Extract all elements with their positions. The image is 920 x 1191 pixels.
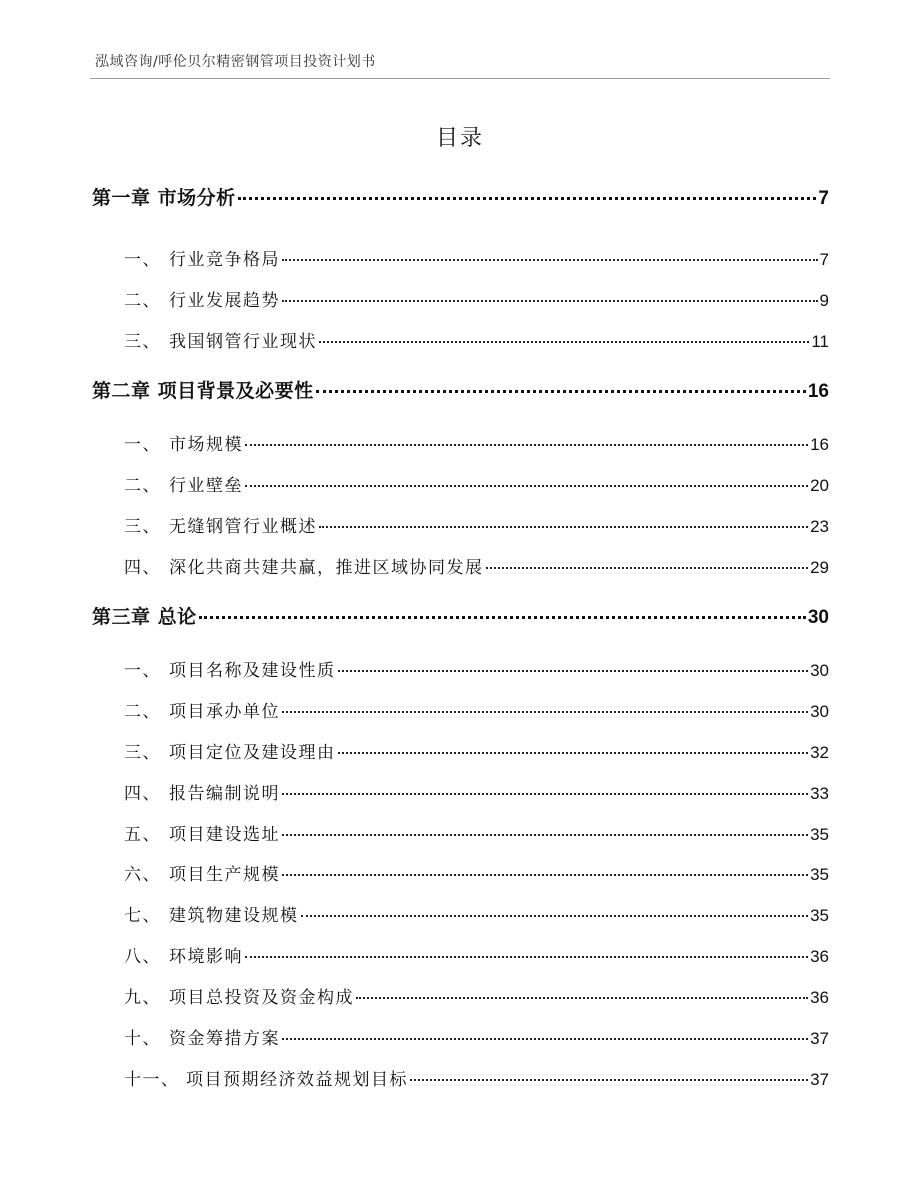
toc-section[interactable] [124,1024,829,1050]
toc-section-number: 九、 [124,988,161,1008]
toc-section-number: 三、 [124,743,161,763]
toc-chapter-label: 第三章 总论 [92,606,197,628]
toc-page-number: 11 [811,332,829,351]
dot-leader [319,526,808,528]
header-rule [90,78,830,79]
dot-leader [356,997,808,999]
toc-page-number: 30 [810,702,829,721]
toc-section-label: 建筑物建设规模 [169,906,299,926]
toc-section[interactable] [124,738,829,764]
toc-section-number: 一、 [124,435,161,455]
dot-leader [338,670,809,672]
toc-section[interactable] [124,901,829,927]
toc-page-number: 7 [818,188,829,209]
dot-leader [301,915,809,917]
toc-page-number: 35 [810,865,829,884]
toc-chapter-label: 第二章 项目背景及必要性 [92,380,314,402]
toc-page-number: 37 [810,1070,829,1089]
toc-section[interactable] [124,697,829,723]
toc-section-label: 项目生产规模 [169,865,280,885]
dot-leader [319,341,809,343]
toc-page-number: 32 [810,743,829,762]
toc-page-number: 35 [810,906,829,925]
toc-section[interactable] [124,1065,829,1091]
toc-section-label: 环境影响 [169,947,243,967]
dot-leader [282,1038,808,1040]
dot-leader [245,444,808,446]
toc-section-label: 资金筹措方案 [169,1029,280,1049]
toc-page-number: 30 [810,661,829,680]
toc-section-label: 市场规模 [169,435,243,455]
toc-section-label: 行业壁垒 [169,476,243,496]
toc-section-label: 我国钢管行业现状 [169,332,317,352]
toc-section-number: 八、 [124,947,161,967]
toc-page-number: 7 [819,250,829,269]
toc-section[interactable] [124,820,829,846]
toc-title: 目录 [435,126,484,151]
dot-leader [282,259,818,261]
toc-section[interactable] [124,656,829,682]
toc-chapter-1[interactable] [92,183,829,211]
toc-page-number: 36 [810,988,829,1007]
toc-section[interactable] [124,430,829,456]
toc-section-number: 一、 [124,250,161,270]
toc-section-number: 四、 [124,558,161,578]
dot-leader [282,711,808,713]
toc-page-number: 16 [807,381,829,402]
toc-section[interactable] [124,942,829,968]
toc-section[interactable] [124,779,829,805]
toc-section-number: 五、 [124,825,161,845]
toc-section-number: 六、 [124,865,161,885]
dot-leader [238,197,817,200]
toc-section[interactable] [124,860,829,886]
toc-section-label: 行业竞争格局 [169,250,280,270]
toc-page-number: 16 [810,435,829,454]
toc-section[interactable] [124,245,829,271]
running-header: 泓域咨询/呼伦贝尔精密钢管项目投资计划书 [95,54,376,70]
toc-section-label: 项目名称及建设性质 [169,661,336,681]
toc-section-number: 一、 [124,661,161,681]
dot-leader [245,956,808,958]
toc-section[interactable] [124,327,829,353]
dot-leader [410,1079,808,1081]
toc-chapter-label: 第一章 市场分析 [92,187,236,209]
toc-page-number: 20 [810,476,829,495]
toc-section-number: 四、 [124,784,161,804]
toc-page-number: 30 [807,607,829,628]
toc-section-label: 报告编制说明 [169,784,280,804]
dot-leader [282,300,818,302]
toc-section-number: 七、 [124,906,161,926]
dot-leader [282,793,808,795]
toc-section-label: 项目总投资及资金构成 [169,988,354,1008]
toc-section[interactable] [124,983,829,1009]
toc-section[interactable] [124,471,829,497]
toc-page-number: 37 [810,1029,829,1048]
toc-section-label: 项目承办单位 [169,702,280,722]
toc-section-number: 二、 [124,476,161,496]
dot-leader [199,616,806,619]
toc-section[interactable] [124,286,829,312]
toc-section[interactable] [124,512,829,538]
toc-page-number: 33 [810,784,829,803]
toc-section-label: 行业发展趋势 [169,291,280,311]
dot-leader [282,874,808,876]
toc-section[interactable] [124,553,829,579]
toc-section-number: 三、 [124,517,161,537]
toc-section-number: 二、 [124,702,161,722]
toc-section-label: 项目预期经济效益规划目标 [186,1070,408,1090]
toc-section-label: 无缝钢管行业概述 [169,517,317,537]
toc-page-number: 29 [810,558,829,577]
toc-page-number: 23 [810,517,829,536]
toc-section-number: 十一、 [124,1070,180,1090]
dot-leader [338,752,809,754]
toc-section-label: 深化共商共建共赢，推进区域协同发展 [169,558,484,578]
toc-chapter-2[interactable] [92,376,829,404]
toc-page-number: 35 [810,825,829,844]
dot-leader [486,567,809,569]
toc-section-number: 二、 [124,291,161,311]
toc-section-number: 十、 [124,1029,161,1049]
toc-section-label: 项目定位及建设理由 [169,743,336,763]
toc-section-label: 项目建设选址 [169,825,280,845]
dot-leader [245,485,808,487]
toc-page-number: 9 [819,291,829,310]
toc-page-number: 36 [810,947,829,966]
toc-section-number: 三、 [124,332,161,352]
dot-leader [282,834,808,836]
dot-leader [316,390,806,393]
toc-chapter-3[interactable] [92,602,829,630]
